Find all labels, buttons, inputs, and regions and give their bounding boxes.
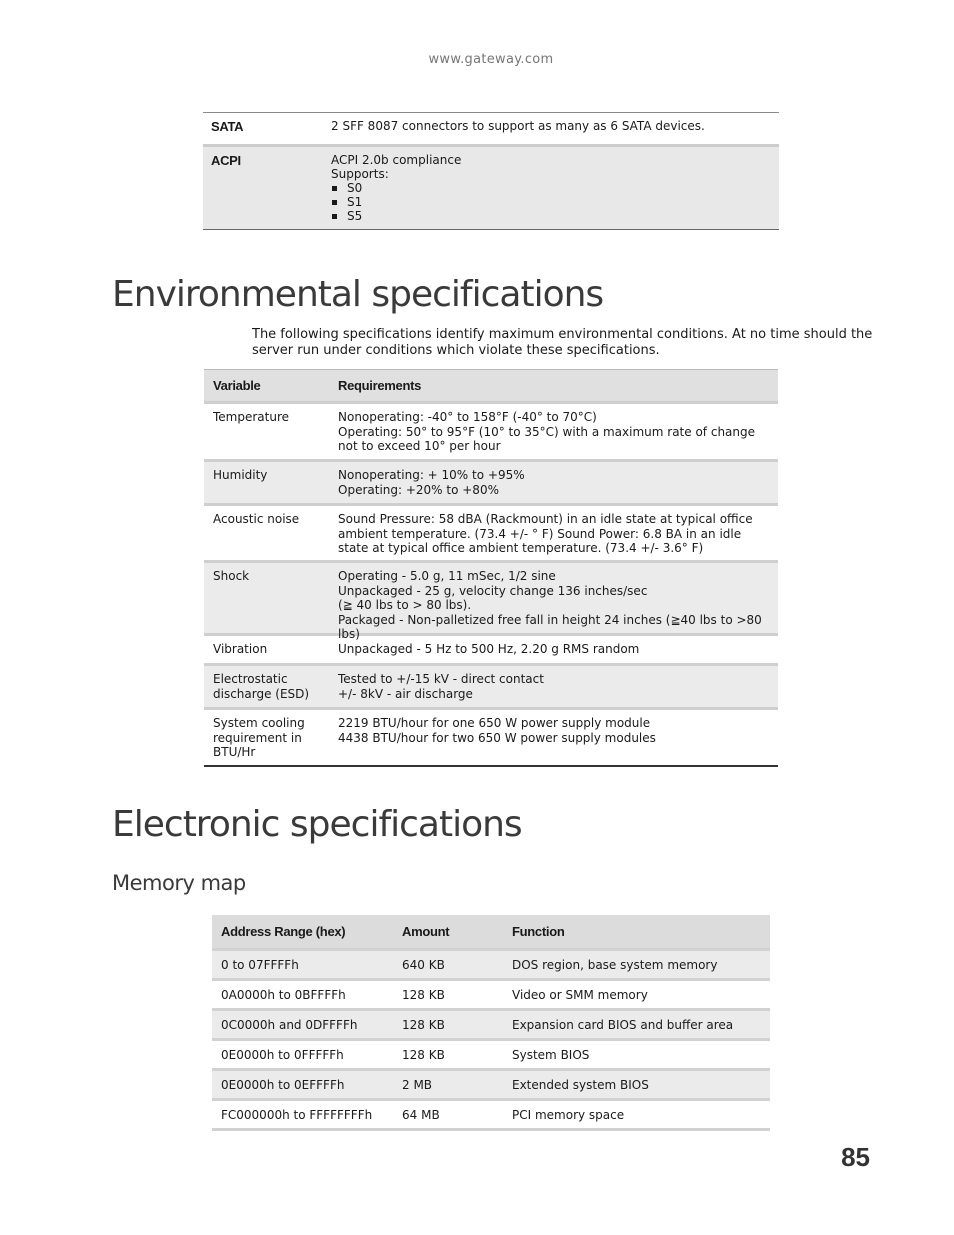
list-item: S0 bbox=[331, 181, 779, 195]
environmental-table bbox=[204, 369, 778, 767]
column-header: Amount bbox=[402, 924, 450, 939]
range-cell: 0C0000h and 0DFFFFh bbox=[221, 1017, 358, 1032]
amount-cell: 64 MB bbox=[402, 1107, 440, 1122]
row-label: ACPI bbox=[211, 153, 241, 168]
amount-cell: 2 MB bbox=[402, 1077, 433, 1092]
requirement-cell: 2219 BTU/hour for one 650 W power supply module 4438 BTU/hour for two 650 W power supply modules bbox=[338, 716, 656, 745]
column-header: Address Range (hex) bbox=[221, 924, 346, 939]
table-row bbox=[212, 1038, 770, 1068]
acpi-line: Supports: bbox=[331, 167, 389, 181]
table-row bbox=[203, 144, 779, 230]
requirement-cell: Nonoperating: -40° to 158°F (-40° to 70°C) Operating: 50° to 95°F (10° to 35°C) with a maximum rate of change not to exceed 10° per hour bbox=[338, 410, 756, 453]
intro-paragraph: The following specifications identify maximum environmental conditions. At no time should the server run under conditions which violate these specifications. bbox=[252, 327, 873, 358]
table-header bbox=[204, 369, 778, 401]
memory-map-table bbox=[212, 915, 770, 1131]
variable-cell: Humidity bbox=[213, 468, 268, 482]
row-value bbox=[331, 147, 779, 229]
table-row bbox=[212, 1008, 770, 1038]
amount-cell: 640 KB bbox=[402, 957, 445, 972]
range-cell: 0 to 07FFFFh bbox=[221, 957, 299, 972]
subsection-title: Memory map bbox=[112, 871, 246, 895]
range-cell: 0A0000h to 0BFFFFh bbox=[221, 987, 346, 1002]
table-bottom-rule bbox=[212, 1128, 770, 1131]
table-row bbox=[204, 663, 778, 707]
range-cell: FC000000h to FFFFFFFFh bbox=[221, 1107, 373, 1122]
table-row bbox=[212, 948, 770, 978]
table-row bbox=[204, 401, 778, 459]
function-cell: Expansion card BIOS and buffer area bbox=[512, 1017, 734, 1032]
row-value: 2 SFF 8087 connectors to support as many as 6 SATA devices. bbox=[331, 119, 705, 133]
row-label: SATA bbox=[211, 119, 244, 134]
table-row bbox=[212, 978, 770, 1008]
function-cell: Extended system BIOS bbox=[512, 1077, 649, 1092]
range-cell: 0E0000h to 0FFFFFh bbox=[221, 1047, 344, 1062]
requirement-cell: Operating - 5.0 g, 11 mSec, 1/2 sine Unpackaged - 25 g, velocity change 136 inches/sec (≧ 40 lbs to > 80 lbs). Packaged - Non-palletized free fall in height 24 inches (≧40 lbs to >80 lbs) bbox=[338, 569, 762, 641]
table-row bbox=[204, 459, 778, 503]
table-row bbox=[204, 633, 778, 663]
section-title: Electronic specifications bbox=[112, 804, 522, 845]
amount-cell: 128 KB bbox=[402, 1047, 445, 1062]
table-bottom-rule bbox=[204, 765, 778, 767]
column-header: Function bbox=[512, 924, 565, 939]
function-cell: PCI memory space bbox=[512, 1107, 625, 1122]
requirement-cell: Nonoperating: + 10% to +95% Operating: +20% to +80% bbox=[338, 468, 525, 497]
acpi-line: ACPI 2.0b compliance bbox=[331, 153, 462, 167]
bullet-list bbox=[331, 181, 779, 223]
header-url: www.gateway.com bbox=[428, 52, 554, 67]
variable-cell: Vibration bbox=[213, 642, 268, 656]
page-number: 85 bbox=[841, 1142, 870, 1172]
requirement-cell: Sound Pressure: 58 dBA (Rackmount) in an idle state at typical office ambient temperature. (73.4 +/- ° F) Sound Power: 6.8 BA in an idle state at typical office ambient temperature. (73.4 +/- 3.6° F) bbox=[338, 512, 753, 555]
function-cell: DOS region, base system memory bbox=[512, 957, 718, 972]
table-row bbox=[212, 1068, 770, 1098]
amount-cell: 128 KB bbox=[402, 987, 445, 1002]
table-row bbox=[204, 560, 778, 641]
table-row bbox=[204, 707, 778, 765]
function-cell: System BIOS bbox=[512, 1047, 590, 1062]
table-row bbox=[212, 1098, 770, 1128]
requirement-cell: Tested to +/-15 kV - direct contact +/- 8kV - air discharge bbox=[338, 672, 544, 701]
variable-cell: System cooling requirement in BTU/Hr bbox=[213, 716, 305, 759]
table-row bbox=[204, 503, 778, 560]
variable-cell: Electrostatic discharge (ESD) bbox=[213, 672, 310, 701]
range-cell: 0E0000h to 0EFFFFh bbox=[221, 1077, 345, 1092]
interface-spec-table bbox=[203, 112, 779, 230]
column-header: Requirements bbox=[338, 378, 422, 393]
variable-cell: Temperature bbox=[213, 410, 290, 424]
function-cell: Video or SMM memory bbox=[512, 987, 648, 1002]
column-header: Variable bbox=[213, 378, 261, 393]
requirement-cell: Unpackaged - 5 Hz to 500 Hz, 2.20 g RMS random bbox=[338, 642, 640, 656]
section-title: Environmental specifications bbox=[112, 274, 604, 315]
variable-cell: Shock bbox=[213, 569, 250, 583]
list-item: S5 bbox=[331, 209, 779, 223]
amount-cell: 128 KB bbox=[402, 1017, 445, 1032]
table-header bbox=[212, 915, 770, 948]
table-row bbox=[203, 112, 779, 144]
variable-cell: Acoustic noise bbox=[213, 512, 300, 526]
list-item: S1 bbox=[331, 195, 779, 209]
